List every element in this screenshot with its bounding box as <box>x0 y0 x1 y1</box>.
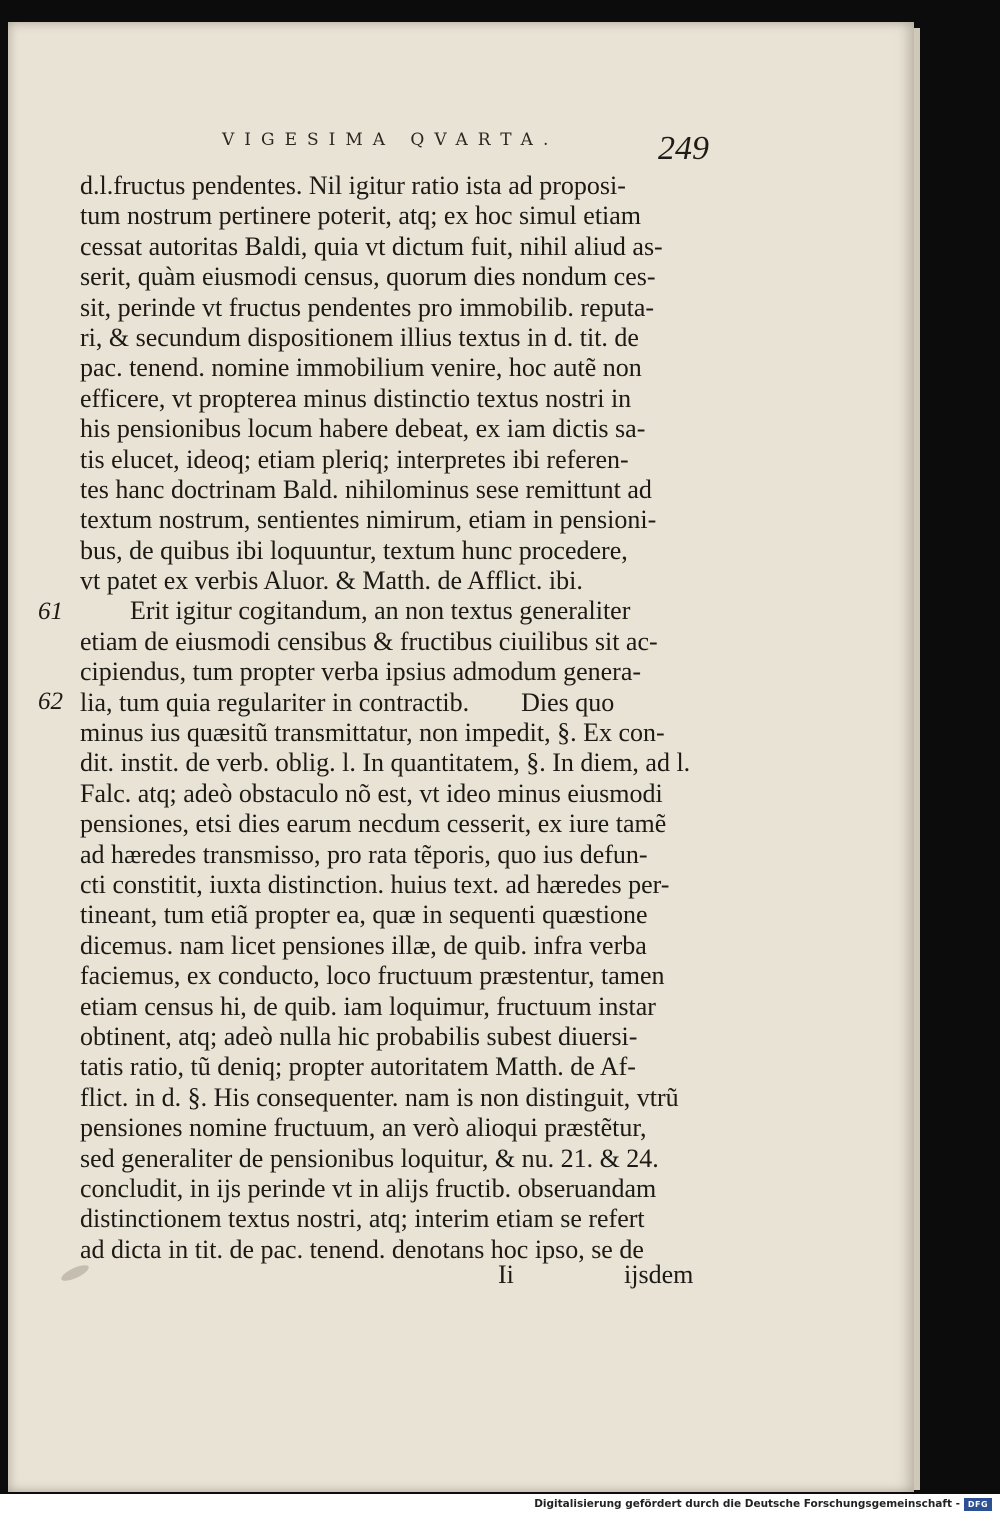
text-line: pensiones, etsi dies earum necdum cesserit, ex iure tamẽ <box>80 809 667 839</box>
text-line: Falc. atq; adeò obstaculo nõ est, vt ideo minus eiusmodi <box>80 778 663 808</box>
text-line: d.l.fructus pendentes. Nil igitur ratio ista ad proposi- <box>80 171 626 200</box>
text-line: dit. instit. de verb. oblig. l. In quantitatem, §. In diem, ad l. <box>80 748 691 778</box>
text-line: tatis ratio, tũ deniq; propter autoritatem Matth. de Af- <box>80 1052 636 1082</box>
text-line: Erit igitur cogitandum, an non textus generaliter <box>130 596 631 626</box>
text-line: sed generaliter de pensionibus loquitur, & nu. 21. & 24. <box>80 1143 659 1173</box>
text-line: dicemus. nam licet pensiones illæ, de quib. infra verba <box>80 930 647 960</box>
text-line-split <box>80 688 720 718</box>
running-head: VIGESIMA QVARTA. <box>222 130 559 150</box>
text-line: ad hæredes transmisso, pro rata tẽporis, quo ius defun- <box>80 839 648 869</box>
text-line: flict. in d. §. His consequenter. nam is non distinguit, vtrũ <box>80 1082 679 1112</box>
text-line: etiam de eiusmodi censibus & fructibus ciuilibus sit ac- <box>80 626 658 656</box>
text-line: pac. tenend. nomine immobilium venire, hoc autẽ non <box>80 353 642 383</box>
text-line: pensiones nomine fructuum, an verò alioqui præstẽtur, <box>80 1113 647 1143</box>
body-text <box>80 171 720 1265</box>
text-line: sit, perinde vt fructus pendentes pro immobilib. reputa- <box>80 292 655 322</box>
text-line: cessat autoritas Baldi, quia vt dictum fuit, nihil aliud as- <box>80 231 663 261</box>
text-line: minus ius quæsitũ transmittatur, non impedit, §. Ex con- <box>80 718 665 748</box>
text-line: faciemus, ex conducto, loco fructuum præstentur, tamen <box>80 961 665 991</box>
text-line: serit, quàm eiusmodi census, quorum dies nondum ces- <box>80 262 656 292</box>
page-edge <box>914 28 920 1490</box>
text-line: his pensionibus locum habere debeat, ex iam dictis sa- <box>80 414 646 444</box>
text-line: ri, & secundum dispositionem illius textus in d. tit. de <box>80 322 639 352</box>
signature-mark: Ii <box>498 1260 514 1289</box>
text-line: ad dicta in tit. de pac. tenend. denotans hoc ipso, se de <box>80 1234 644 1264</box>
text-line: distinctionem textus nostri, atq; interim etiam se refert <box>80 1204 645 1234</box>
footer-bar <box>0 1494 1000 1516</box>
text-line: efficere, vt propterea minus distinctio textus nostri in <box>80 383 632 413</box>
text-line: textum nostrum, sentientes nimirum, etiam in pensioni- <box>80 505 657 535</box>
text-line: tis elucet, ideoq; etiam pleriq; interpretes ibi referen- <box>80 444 629 474</box>
margin-note-62: 62 <box>38 688 63 715</box>
funding-credit: Digitalisierung gefördert durch die Deutsche Forschungsgemeinschaft - <box>534 1498 960 1510</box>
text-line: tineant, tum etiã propter ea, quæ in sequenti quæstione <box>80 900 648 930</box>
text-segment: lia, tum quia regulariter in contractib. <box>80 687 470 717</box>
margin-note-61: 61 <box>38 598 63 625</box>
text-line: tes hanc doctrinam Bald. nihilominus sese remittunt ad <box>80 474 652 504</box>
text-segment: Dies quo <box>521 687 615 717</box>
text-line: vt patet ex verbis Aluor. & Matth. de Afflict. ibi. <box>80 566 583 596</box>
text-line: obtinent, atq; adeò nulla hic probabilis subest diuersi- <box>80 1021 638 1051</box>
dfg-logo: DFG <box>964 1498 992 1511</box>
page-number: 249 <box>658 130 709 167</box>
text-line: concludit, in ijs perinde vt in alijs fructib. obseruandam <box>80 1173 657 1203</box>
catchword: ijsdem <box>624 1260 694 1289</box>
text-line: cti constitit, iuxta distinction. huius text. ad hæredes per- <box>80 869 670 899</box>
text-line: etiam census hi, de quib. iam loquimur, fructuum instar <box>80 991 656 1021</box>
text-line: tum nostrum pertinere poterit, atq; ex hoc simul etiam <box>80 201 642 231</box>
text-line: bus, de quibus ibi loquuntur, textum hunc procedere, <box>80 535 628 565</box>
text-line: cipiendus, tum propter verba ipsius admodum genera- <box>80 657 642 687</box>
